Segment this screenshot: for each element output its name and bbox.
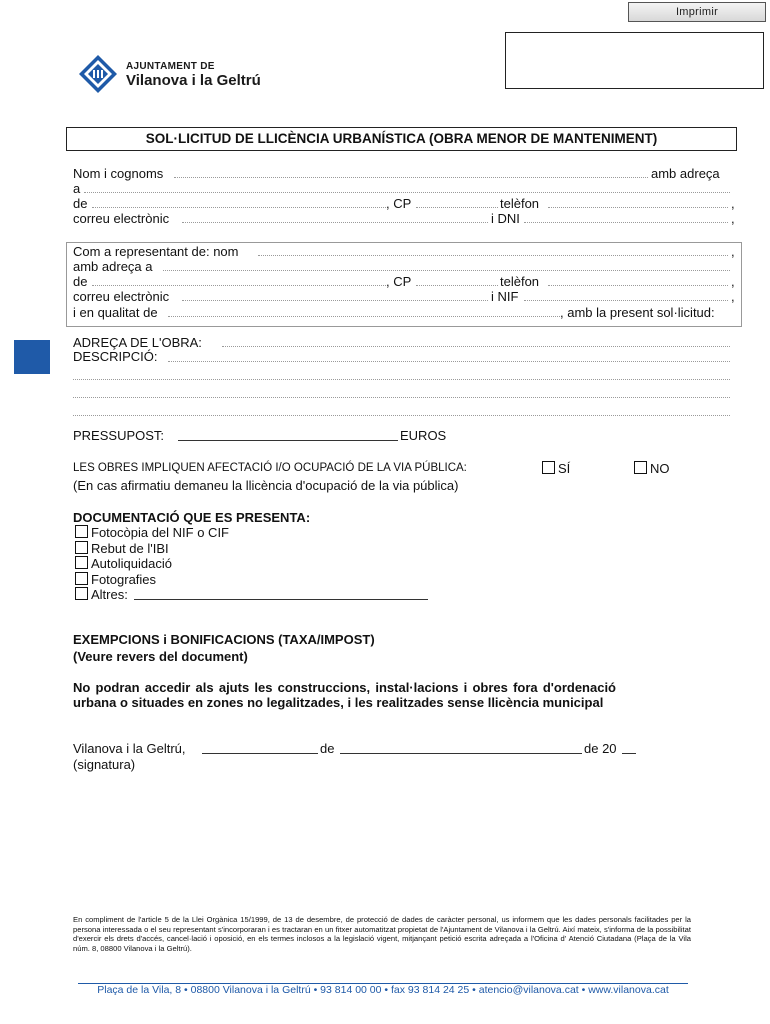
field-other-docs[interactable]: [134, 599, 428, 600]
field-rep-cp[interactable]: [416, 285, 498, 286]
yes-checkbox[interactable]: [542, 461, 555, 474]
field-description-line[interactable]: [73, 379, 730, 380]
blue-side-tab: [14, 340, 50, 374]
doc-label: Fotocòpia del NIF o CIF: [91, 525, 229, 540]
doc-checkbox[interactable]: [75, 556, 88, 569]
field-description-line[interactable]: [73, 415, 730, 416]
field-year[interactable]: [622, 753, 636, 754]
label-a: a: [73, 181, 81, 196]
no-checkbox[interactable]: [634, 461, 647, 474]
label-email: correu electrònic: [73, 211, 170, 226]
footer-address: Plaça de la Vila, 8 • 08800 Vilanova i la Geltrú • 93 814 00 00 • fax 93 814 24 25 • atencio@vilanova.cat • www.vilanova.cat: [97, 984, 669, 996]
field-month[interactable]: [340, 753, 582, 754]
registry-stamp-box: [505, 32, 764, 89]
doc-item[interactable]: [75, 556, 172, 571]
doc-checkbox[interactable]: [75, 525, 88, 538]
label-signature: (signatura): [73, 757, 136, 772]
doc-item[interactable]: [75, 587, 128, 602]
label-dni: i DNI: [491, 211, 520, 226]
org-name-small: AJUNTAMENT DE: [126, 61, 215, 72]
field-day[interactable]: [202, 753, 318, 754]
field-rep-quality[interactable]: [168, 316, 560, 317]
field-description[interactable]: [168, 361, 730, 362]
label-work-address: ADREÇA DE L'OBRA:: [73, 335, 202, 350]
field-rep-phone[interactable]: [548, 285, 728, 286]
option-no[interactable]: [634, 461, 670, 476]
label-budget: PRESSUPOST:: [73, 428, 165, 443]
label-present: , amb la present sol·licitud:: [560, 305, 715, 320]
comma: ,: [731, 274, 735, 289]
label-sig-de: de: [320, 741, 335, 756]
field-dni[interactable]: [524, 222, 728, 223]
label-rep-phone: telèfon: [500, 274, 540, 289]
print-button[interactable]: Imprimir: [628, 2, 766, 22]
warning-line-2: urbana o situades en zones no legalitzades, i les realitzades sense llicència municipal: [73, 695, 604, 710]
label-euros: EUROS: [400, 428, 447, 443]
documentation-heading: DOCUMENTACIÓ QUE ES PRESENTA:: [73, 510, 311, 525]
label-address: amb adreça: [651, 166, 720, 181]
option-yes[interactable]: [542, 461, 570, 476]
field-rep-email[interactable]: [182, 300, 488, 301]
label-description: DESCRIPCIÓ:: [73, 349, 158, 364]
label-cp: , CP: [386, 196, 412, 211]
field-cp[interactable]: [416, 207, 498, 208]
field-city[interactable]: [92, 207, 386, 208]
label-de: de: [73, 196, 88, 211]
doc-checkbox[interactable]: [75, 572, 88, 585]
doc-checkbox[interactable]: [75, 587, 88, 600]
label-place: Vilanova i la Geltrú,: [73, 741, 186, 756]
field-description-line[interactable]: [73, 397, 730, 398]
field-phone[interactable]: [548, 207, 728, 208]
field-budget[interactable]: [178, 440, 398, 441]
doc-label: Fotografies: [91, 572, 157, 587]
no-label: NO: [650, 461, 670, 476]
org-name: Vilanova i la Geltrú: [126, 72, 261, 89]
doc-checkbox[interactable]: [75, 541, 88, 554]
label-rep-address: amb adreça a: [73, 259, 153, 274]
comma: ,: [731, 196, 735, 211]
field-rep-address[interactable]: [163, 270, 730, 271]
field-rep-city[interactable]: [92, 285, 386, 286]
doc-item[interactable]: [75, 525, 229, 540]
field-email[interactable]: [182, 222, 488, 223]
public-road-note: (En cas afirmatiu demaneu la llicència d'ocupació de la via pública): [73, 478, 459, 493]
exemptions-subheading: (Veure revers del document): [73, 649, 248, 664]
form-title: SOL·LICITUD DE LLICÈNCIA URBANÍSTICA (OBRA MENOR DE MANTENIMENT): [66, 127, 737, 151]
field-name[interactable]: [174, 177, 648, 178]
label-rep-nif: i NIF: [491, 289, 519, 304]
doc-label: Autoliquidació: [91, 556, 172, 571]
doc-item[interactable]: [75, 541, 169, 556]
label-public-road: LES OBRES IMPLIQUEN AFECTACIÓ I/O OCUPACIÓ DE LA VIA PÚBLICA:: [73, 462, 467, 474]
comma: ,: [731, 289, 735, 304]
warning-line-1: No podran accedir als ajuts les construccions, instal·lacions i obres fora d'ordenació: [73, 680, 617, 695]
label-rep-name: Com a representant de: nom: [73, 244, 239, 259]
doc-item[interactable]: [75, 572, 156, 587]
label-year: de 20: [584, 741, 617, 756]
privacy-note: En compliment de l'article 5 de la Llei Orgànica 15/1999, de 13 de desembre, de protecció de dades de caràcter personal, us informem que les dades personals facilitades per la persona interessada o el seu representant s'incorporaran i es tractaran en un fitxer automatitzat propietat de l'Ajuntament de Vilanova i la Geltrú. Així mateix, s'informa de la possibilitat d'exercir els drets d'accés, cancel·lació i oposició, en els termes inclosos a la legislació vigent, mitjançant petició escrita adreçada a l'Oficina d' Atenció Ciutadana (Plaça de la Vila núm. 8, 08800 Vilanova i la Geltrú).: [73, 915, 691, 953]
label-rep-cp: , CP: [386, 274, 412, 289]
field-rep-name[interactable]: [258, 255, 728, 256]
label-rep-email: correu electrònic: [73, 289, 170, 304]
label-rep-quality: i en qualitat de: [73, 305, 158, 320]
doc-label: Rebut de l'IBI: [91, 541, 169, 556]
label-name: Nom i cognoms: [73, 166, 164, 181]
label-rep-de: de: [73, 274, 88, 289]
comma: ,: [731, 211, 735, 226]
city-logo-icon: [78, 54, 118, 94]
doc-label: Altres:: [91, 587, 128, 602]
field-rep-nif[interactable]: [524, 300, 728, 301]
field-work-address[interactable]: [222, 346, 730, 347]
field-address[interactable]: [84, 192, 730, 193]
exemptions-heading: EXEMPCIONS i BONIFICACIONS (TAXA/IMPOST): [73, 632, 375, 647]
yes-label: SÍ: [558, 461, 571, 476]
comma: ,: [731, 244, 735, 259]
label-phone: telèfon: [500, 196, 540, 211]
